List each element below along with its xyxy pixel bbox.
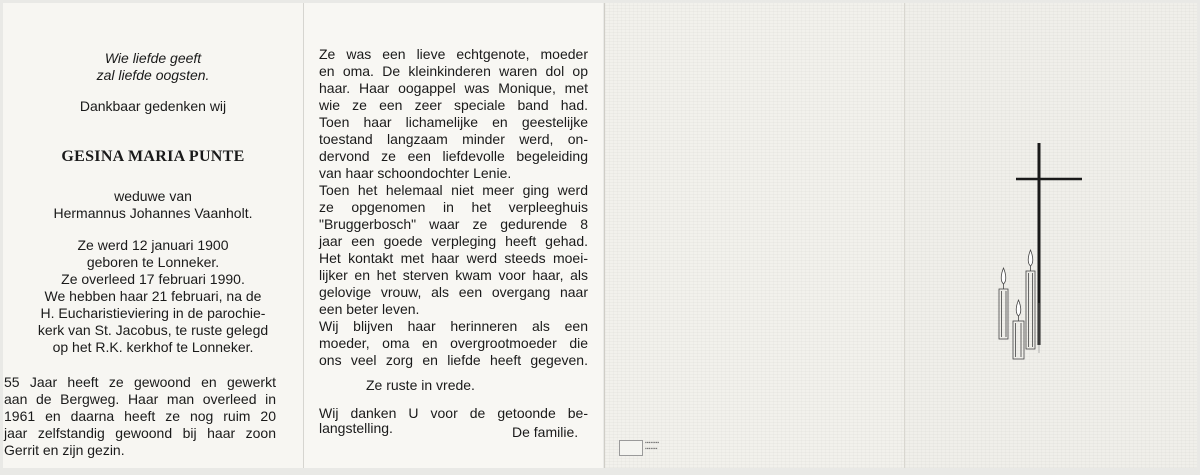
fact-line: H. Eucharistieviering in de parochie- [40, 305, 266, 321]
paragraph-line: gelovige vrouw, als een overgang naar [319, 284, 588, 300]
motto-line-2: zal liefde oogsten. [96, 67, 210, 83]
story-line: Gerrit en zijn gezin. [4, 442, 125, 458]
paragraph-line: toestand langzaam minder werd, on- [319, 131, 588, 147]
candle-icon [1013, 300, 1024, 359]
left-text-panel [3, 3, 303, 468]
story-line: aan de Bergweg. Haar man overleed in [4, 391, 276, 407]
paragraph-line: Toen het helemaal niet meer ging werd [319, 182, 588, 198]
paragraph-line: jaar een goede verpleging heeft gehad. [319, 233, 588, 249]
deceased-name: GESINA MARIA PUNTE [61, 148, 245, 165]
paragraph-line: ons veel zorg en liefde heeft gegeven. [319, 352, 588, 368]
story-line: 55 Jaar heeft ze gewoond en gewerkt [4, 374, 276, 390]
rest-in-peace: Ze ruste in vrede. [366, 377, 475, 393]
candle-icon [999, 268, 1008, 339]
fact-line: Ze werd 12 januari 1900 [77, 237, 229, 253]
widow-of-text: weduwe van [114, 188, 192, 204]
fact-line: We hebben haar 21 februari, na de [44, 288, 262, 304]
candle-icon [1026, 250, 1035, 349]
paragraph-line: ze opgenomen in het verpleeghuis [319, 199, 588, 215]
paragraph-line: wie ze een zeer speciale band had. [319, 97, 588, 113]
story-line: 1961 en daarna heeft ze nog ruim 20 [4, 408, 276, 424]
paragraph-line: Wij blijven haar herinneren als een [319, 318, 588, 334]
story-line: jaar zelfstandig gewoond bij haar zoon [4, 425, 276, 441]
back-blank-panel [604, 3, 904, 468]
paragraph-line: dervond ze een liefdevolle begeleiding [319, 148, 588, 164]
printer-mark-logo [619, 440, 643, 456]
printer-mark-text: ▪▪▪▪▪▪▪▪ ▪▪▪▪▪▪▪ [645, 440, 660, 452]
intro-text: Dankbaar gedenken wij [79, 98, 227, 114]
paragraph-line: Ze was een lieve echtgenote, moeder [319, 46, 588, 62]
paragraph-line: en oma. De kleinkinderen waren dol op [319, 63, 588, 79]
paragraph-line: een beter leven. [319, 301, 420, 317]
fact-line: geboren te Lonneker. [86, 254, 220, 270]
motto-line-1: Wie liefde geeft [104, 50, 202, 66]
paragraph-line: moeder, oma en overgrootmoeder die [319, 335, 588, 351]
paragraph-line: Het kontakt met haar werd steeds moei- [319, 250, 588, 266]
husband-name: Hermannus Johannes Vaanholt. [53, 205, 253, 221]
paragraph-line: van haar schoondochter Lenie. [319, 165, 512, 181]
paragraph-line: lijker en het sterven kwam voor haar, als [319, 267, 588, 283]
cover-panel [904, 3, 1197, 468]
paragraph-line: "Bruggerbosch" waar ze gedurende 8 [319, 216, 588, 232]
fact-line: op het R.K. kerkhof te Lonneker. [52, 339, 254, 355]
signature: De familie. [512, 424, 579, 440]
thanks-line-2: langstelling. [319, 420, 393, 436]
right-text-panel [303, 3, 603, 468]
thanks-line-1: Wij danken U voor de getoonde be- [319, 405, 588, 421]
cross-and-candles-illustration [905, 3, 1198, 468]
fact-line: kerk van St. Jacobus, te ruste gelegd [37, 322, 269, 338]
fact-line: Ze overleed 17 februari 1990. [61, 271, 245, 287]
paragraph-line: Toen haar lichamelijke en geestelijke [319, 114, 588, 130]
paragraph-line: haar. Haar oogappel was Monique, met [319, 80, 588, 96]
